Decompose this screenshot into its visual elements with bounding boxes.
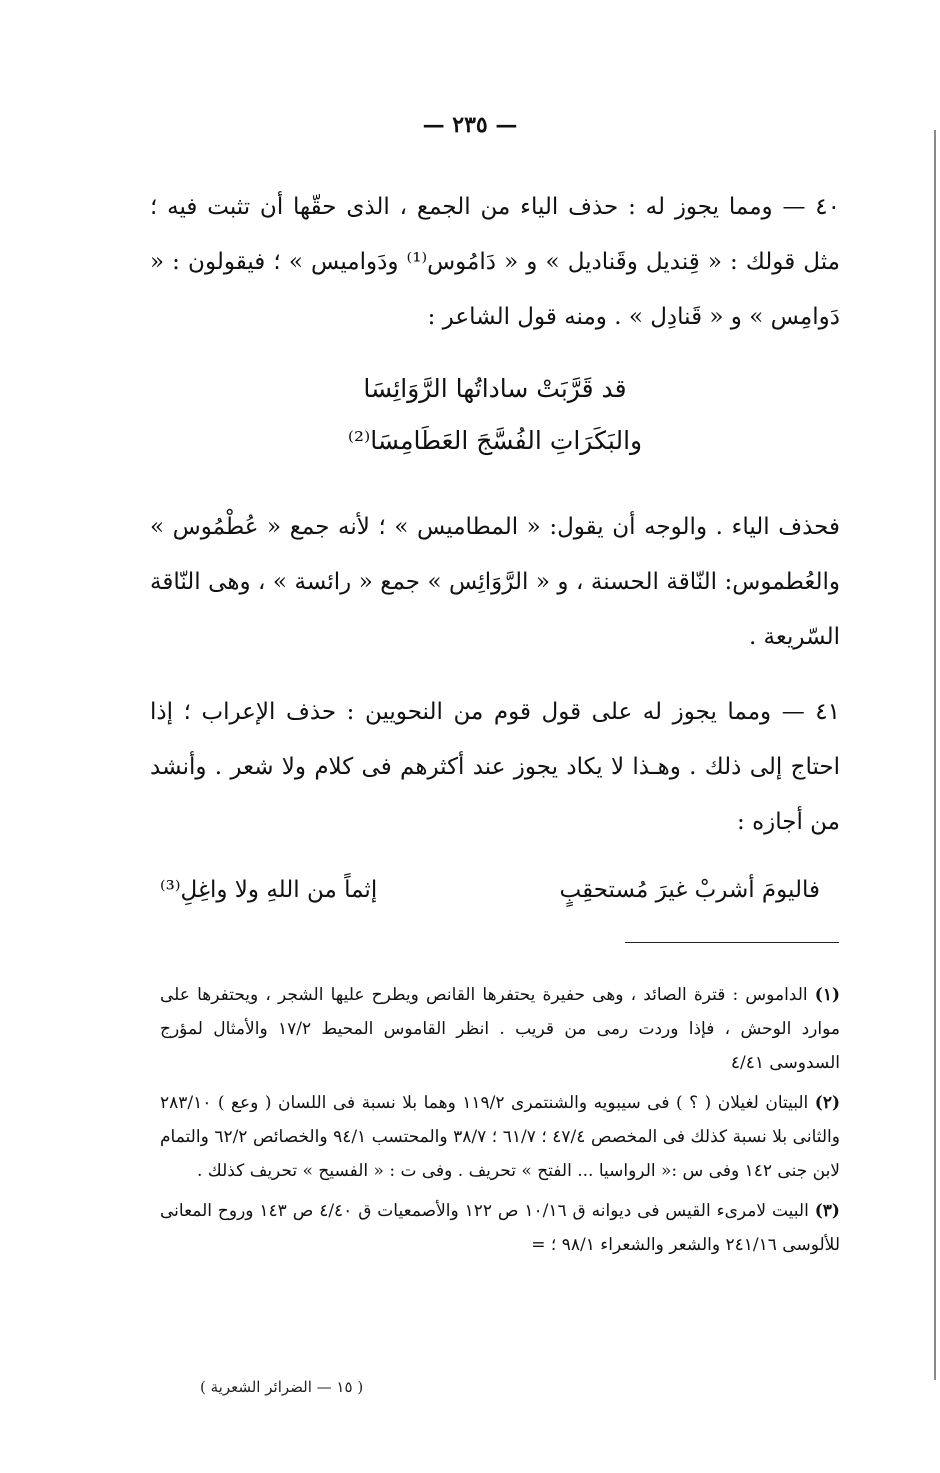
paragraph-40-continued: فحذف الياء . والوجه أن يقول: « المطاميس » ؛ لأنه جمع « عُطْمُوس » والعُطموس: النّاقة الحسنة ، و « الرَّوَائِس » جمع « رائسة » ، وهى النّاقة السّريعة . [150,514,840,650]
section-41 [150,685,840,850]
section-40-continued [150,500,840,665]
page-edge-line [934,130,936,1380]
verse-hemistich-2: إثماً من اللهِ ولا واغِلِ⁽³⁾ [160,877,378,903]
paragraph-40: ٤٠ — ومما يجوز له : حذف الياء من الجمع ، الذى حقّها أن تثبت فيه ؛ مثل قولك : « قِنديل وقَناديل » و « دَامُوس⁽¹⁾ ودَواميس » ؛ فيقولون : « دَوامِس » و « قَنادِل » . ومنه قول الشاعر : [150,194,840,330]
footnote-text: البيتان لغيلان ( ؟ ) فى سيبويه والشنتمرى ١١٩/٢ وهما بلا نسبة فى اللسان ( وعع ) ٢٨٣/١٠ والثانى بلا نسبة كذلك فى المخصص ٤٧/٤ ؛ ٦١/٧ ؛ ٣٨/٧ والمحتسب ٩٤/١ والخصائص ٦٢/٢ والتمام لابن جنى ١٤٢ وفى س :« الرواسيا ... الفتح » تحريف . وفى ت : « الفسيح » تحريف كذلك . [160,1093,840,1181]
verse-imru-al-qais [160,865,820,915]
footnote-1 [160,978,840,1080]
footnotes [160,978,840,1268]
footnote-number: (٢) [814,1093,841,1113]
footnote-text: البيت لامرىء القيس فى ديوانه ق ١٠/١٦ ص ١٢٢ والأصمعيات ق ٤/٤٠ ص ١٤٣ وروح المعانى للألوسى ٢٤١/١٦ والشعر والشعراء ٩٨/١ ؛ = [160,1201,840,1255]
verse-line-2: والبَكَرَاتِ الفُسَّجَ العَطَامِسَا⁽²⁾ [347,426,643,455]
section-40 [150,180,840,345]
verse-line-1: قد قَرَّبَتْ ساداتُها الرَّوَائِسَا [363,374,627,403]
footnote-3 [160,1194,840,1262]
page-number: — ٢٣٥ — [422,112,518,138]
footnote-2 [160,1086,840,1188]
verse-hemistich-1: فاليومَ أشربْ غيرَ مُستحقِبٍ [559,877,820,903]
footnote-number: (٣) [814,1201,840,1221]
footnote-number: (١) [814,985,840,1005]
signature-footer: ( ١٥ — الضرائر الشعرية ) [200,1378,364,1396]
footnote-divider [625,942,839,943]
verse-rajaz [150,363,840,467]
footnote-text: الداموس : قترة الصائد ، وهى حفيرة يحتفرها القانص ويطرح عليها الشجر ، ويحتفرها على موارد الوحش ، فإذا وردت رمى من قريب . انظر القاموس المحيط ١٧/٢ والأمثال لمؤرج السدوسى ٤/٤١ [160,985,841,1073]
paragraph-41: ٤١ — ومما يجوز له على قول قوم من النحويين : حذف الإعراب ؛ إذا احتاج إلى ذلك . وهـذا لا يكاد يجوز عند أكثرهم فى كلام ولا شعر . وأنشد من أجازه : [150,699,840,835]
